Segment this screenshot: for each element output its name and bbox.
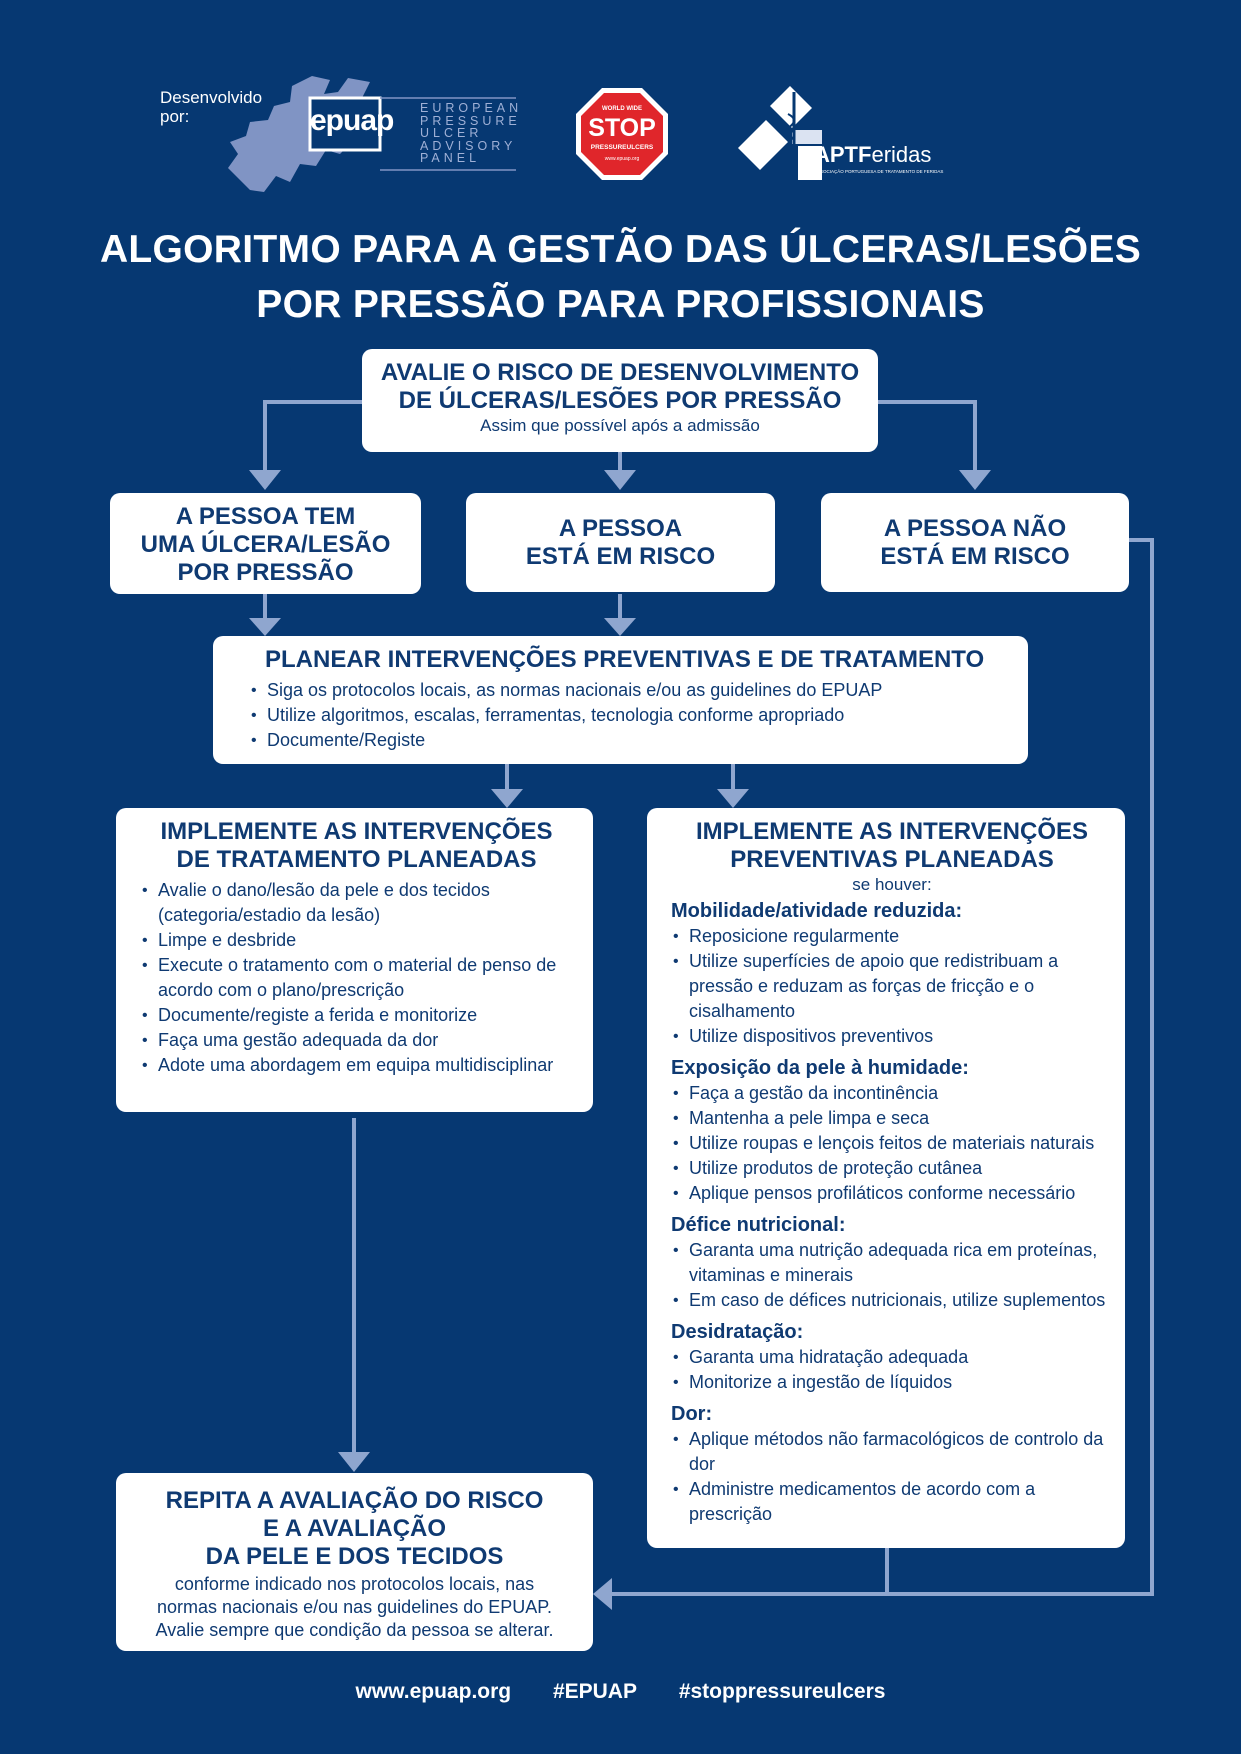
section-title-moisture: Exposição da pele à humidade: [671, 1057, 969, 1079]
hashtag-epuap: #EPUAP [552, 1680, 637, 1703]
dehydration-list [671, 1345, 1113, 1395]
epuap-name-line: ADVISORY [420, 138, 517, 153]
has-ulcer-line: UMA ÚLCERA/LESÃO [140, 531, 391, 558]
stop-sign-bottom: PRESSUREULCERS [590, 144, 654, 151]
not-at-risk-line: A PESSOA NÃO [883, 515, 1067, 542]
moisture-item: • Utilize roupas e lençois feitos de materiais naturais [671, 1131, 1113, 1156]
epuap-name-line: PANEL [420, 151, 481, 165]
epuap-logo-text: epuap [310, 104, 394, 137]
treatment-item: • Execute o tratamento com o material de penso de acordo com o plano/prescrição [140, 953, 573, 1003]
preventive-interventions-box [647, 808, 1125, 1548]
nutrition-item: • Em caso de défices nutricionais, utilize suplementos [671, 1288, 1113, 1313]
moisture-item: • Faça a gestão da incontinência [671, 1081, 1113, 1106]
nutrition-list [671, 1238, 1113, 1313]
not-at-risk-line: ESTÁ EM RISCO [880, 543, 1070, 570]
moisture-item: • Mantenha a pele limpa e seca [671, 1106, 1113, 1131]
has-ulcer-line: A PESSOA TEM [175, 503, 356, 530]
stop-sign-url: www.epuap.org [604, 156, 640, 162]
treatment-interventions-box [116, 808, 593, 1112]
dehydration-item: • Monitorize a ingestão de líquidos [671, 1370, 1113, 1395]
treatment-item: • Avalie o dano/lesão da pele e dos tecidos (categoria/estadio da lesão) [140, 878, 573, 928]
hashtag-stoppressureulcers: #stoppressureulcers [678, 1680, 886, 1703]
treatment-item: • Limpe e desbride [140, 928, 573, 953]
assess-title-line: DE ÚLCERAS/LESÕES POR PRESSÃO [398, 387, 842, 414]
preventive-title-line: PREVENTIVAS PLANEADAS [730, 846, 1054, 873]
pain-list [671, 1427, 1113, 1527]
treatment-title-line: IMPLEMENTE AS INTERVENÇÕES [160, 818, 553, 845]
plan-interventions-box [213, 636, 1028, 764]
epuap-name-line: EUROPEAN [420, 101, 523, 115]
repeat-body-line: Avalie sempre que condição da pessoa se alterar. [155, 1620, 554, 1640]
nutrition-item: • Garanta uma nutrição adequada rica em proteínas, vitaminas e minerais [671, 1238, 1113, 1288]
moisture-item: • Utilize produtos de proteção cutânea [671, 1156, 1113, 1181]
repeat-title-line: E A AVALIAÇÃO [262, 1515, 447, 1542]
section-title-pain: Dor: [671, 1403, 713, 1425]
aptf-subtitle: ASSOCIAÇÃO PORTUGUESA DE TRATAMENTO DE FERIDAS [814, 169, 944, 174]
epuap-full-name [420, 102, 522, 165]
mobility-item: • Utilize superfícies de apoio que redistribuam a pressão e reduzam as forças de fricção e o cisalhamento [671, 949, 1113, 1024]
aptf-bold: APTF [814, 142, 872, 167]
plan-list [249, 678, 1008, 753]
stop-sign-main: STOP [588, 114, 656, 142]
repeat-body-line: normas nacionais e/ou nas guidelines do EPUAP. [157, 1597, 552, 1617]
assess-risk-box [362, 349, 878, 452]
section-title-dehydration: Desidratação: [671, 1321, 804, 1343]
epuap-name-line: PRESSURE [420, 113, 521, 128]
mobility-item: • Utilize dispositivos preventivos [671, 1024, 1113, 1049]
title-line: ALGORITMO PARA A GESTÃO DAS ÚLCERAS/LESÕES [99, 228, 1142, 271]
plan-item: • Documente/Registe [249, 728, 1008, 753]
aptferidas-logo [732, 84, 952, 184]
has-ulcer-line: POR PRESSÃO [177, 559, 354, 586]
at-risk-line: ESTÁ EM RISCO [525, 543, 716, 570]
section-title-mobility: Mobilidade/atividade reduzida: [671, 900, 963, 922]
preventive-title-line: IMPLEMENTE AS INTERVENÇÕES [695, 818, 1089, 845]
website-link[interactable]: www.epuap.org [355, 1680, 512, 1703]
treatment-list [140, 878, 573, 1078]
repeat-body-line: conforme indicado nos protocolos locais, nas [174, 1574, 535, 1594]
repeat-assessment-box [116, 1473, 593, 1651]
mobility-list [671, 924, 1113, 1049]
treatment-item: • Adote uma abordagem em equipa multidisciplinar [140, 1053, 573, 1078]
aptf-rest: eridas [871, 142, 932, 167]
pain-item: • Administre medicamentos de acordo com a prescrição [671, 1477, 1113, 1527]
treatment-title-line: DE TRATAMENTO PLANEADAS [176, 846, 537, 873]
not-at-risk-box [821, 493, 1129, 592]
plan-item: • Siga os protocolos locais, as normas nacionais e/ou as guidelines do EPUAP [249, 678, 1008, 703]
footer [0, 1680, 1241, 1704]
stop-pressure-ulcers-logo [574, 86, 670, 182]
aptf-wordmark [814, 142, 931, 168]
assess-title-line: AVALIE O RISCO DE DESENVOLVIMENTO [380, 359, 860, 386]
at-risk-line: A PESSOA [558, 515, 683, 542]
at-risk-box [466, 493, 775, 592]
section-title-nutrition: Défice nutricional: [671, 1214, 846, 1236]
epuap-logo [220, 72, 523, 202]
treatment-item: • Documente/registe a ferida e monitorize [140, 1003, 573, 1028]
dehydration-item: • Garanta uma hidratação adequada [671, 1345, 1113, 1370]
treatment-item: • Faça uma gestão adequada da dor [140, 1028, 573, 1053]
plan-title: PLANEAR INTERVENÇÕES PREVENTIVAS E DE TRATAMENTO [265, 646, 985, 673]
pain-item: • Aplique métodos não farmacológicos de controlo da dor [671, 1427, 1113, 1477]
developed-by-label: Desenvolvido por: [160, 88, 263, 126]
moisture-list [671, 1081, 1113, 1206]
repeat-title-line: REPITA A AVALIAÇÃO DO RISCO [165, 1487, 544, 1514]
moisture-item: • Aplique pensos profiláticos conforme necessário [671, 1181, 1113, 1206]
epuap-name-line: ULCER [420, 126, 483, 140]
page-title [40, 222, 1201, 332]
title-line: POR PRESSÃO PARA PROFISSIONAIS [256, 283, 985, 326]
has-ulcer-box [110, 493, 421, 594]
preventive-subtitle: se houver: [852, 875, 932, 894]
mobility-item: • Reposicione regularmente [671, 924, 1113, 949]
stop-sign-top: WORLD WIDE [602, 106, 642, 112]
plan-item: • Utilize algoritmos, escalas, ferramentas, tecnologia conforme apropriado [249, 703, 1008, 728]
repeat-title-line: DA PELE E DOS TECIDOS [205, 1543, 504, 1570]
assess-subtitle: Assim que possível após a admissão [480, 416, 760, 435]
